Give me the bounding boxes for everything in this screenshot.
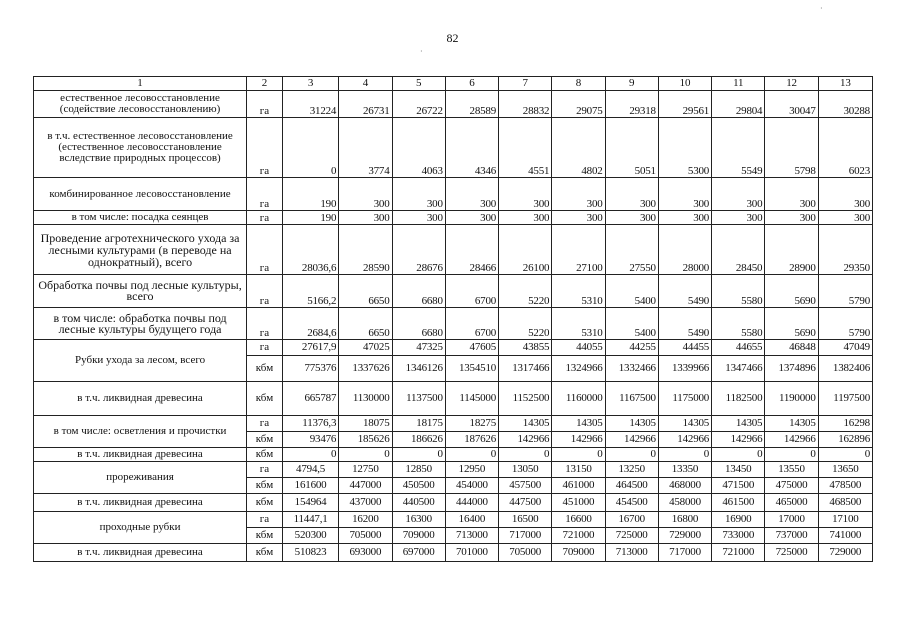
row-name: в том числе: посадка сеянцев (34, 211, 247, 225)
column-number: 13 (818, 77, 872, 91)
cell-value: 520300 (282, 528, 338, 544)
cell-value: 461000 (552, 478, 605, 494)
row-name: прореживания (34, 462, 247, 494)
row-unit: га (247, 225, 283, 275)
cell-value: 0 (282, 448, 338, 462)
row-unit: кбм (247, 382, 283, 416)
cell-value: 1346126 (392, 356, 445, 382)
cell-value: 5400 (605, 308, 658, 340)
cell-value: 454500 (605, 494, 658, 512)
cell-value: 693000 (339, 544, 392, 562)
cell-value: 13050 (499, 462, 552, 478)
cell-value: 0 (445, 448, 498, 462)
table-row (34, 416, 873, 432)
table-row (34, 462, 873, 478)
row-name: в том числе: обработка почвы под лесные культуры будущего года (34, 308, 247, 340)
cell-value: 6700 (445, 308, 498, 340)
cell-value: 142966 (552, 432, 605, 448)
cell-value: 28900 (765, 225, 818, 275)
cell-value: 300 (712, 211, 765, 225)
cell-value: 300 (658, 211, 711, 225)
row-unit: га (247, 178, 283, 211)
row-unit: га (247, 275, 283, 308)
cell-value: 665787 (282, 382, 338, 416)
cell-value: 300 (712, 178, 765, 211)
cell-value: 13550 (765, 462, 818, 478)
cell-value: 190 (282, 211, 338, 225)
cell-value: 13250 (605, 462, 658, 478)
cell-value: 1324966 (552, 356, 605, 382)
row-unit: га (247, 462, 283, 478)
cell-value: 450500 (392, 478, 445, 494)
cell-value: 444000 (445, 494, 498, 512)
cell-value: 6650 (339, 308, 392, 340)
cell-value: 16800 (658, 512, 711, 528)
row-unit: га (247, 118, 283, 178)
cell-value: 437000 (339, 494, 392, 512)
cell-value: 5310 (552, 275, 605, 308)
column-number: 3 (282, 77, 338, 91)
cell-value: 28466 (445, 225, 498, 275)
cell-value: 16200 (339, 512, 392, 528)
cell-value: 13350 (658, 462, 711, 478)
cell-value: 733000 (712, 528, 765, 544)
cell-value: 709000 (552, 544, 605, 562)
cell-value: 705000 (339, 528, 392, 544)
cell-value: 11376,3 (282, 416, 338, 432)
row-name: в т.ч. ликвидная древесина (34, 544, 247, 562)
cell-value: 300 (765, 178, 818, 211)
column-number: 6 (445, 77, 498, 91)
cell-value: 6680 (392, 275, 445, 308)
row-unit: кбм (247, 528, 283, 544)
table-row (34, 91, 873, 118)
cell-value: 12750 (339, 462, 392, 478)
cell-value: 709000 (392, 528, 445, 544)
cell-value: 1382406 (818, 356, 872, 382)
cell-value: 1182500 (712, 382, 765, 416)
cell-value: 28590 (339, 225, 392, 275)
cell-value: 1152500 (499, 382, 552, 416)
scan-mark: · (820, 4, 823, 13)
cell-value: 28000 (658, 225, 711, 275)
cell-value: 3774 (339, 118, 392, 178)
table-row (34, 308, 873, 340)
cell-value: 16700 (605, 512, 658, 528)
row-unit: га (247, 91, 283, 118)
row-name: в т.ч. естественное лесовосстановление (естественное лесовосстановление вследствие природных процессов) (34, 118, 247, 178)
cell-value: 6650 (339, 275, 392, 308)
cell-value: 717000 (658, 544, 711, 562)
cell-value: 713000 (445, 528, 498, 544)
cell-value: 2684,6 (282, 308, 338, 340)
cell-value: 725000 (765, 544, 818, 562)
cell-value: 6023 (818, 118, 872, 178)
cell-value: 47049 (818, 340, 872, 356)
cell-value: 5798 (765, 118, 818, 178)
cell-value: 300 (392, 178, 445, 211)
cell-value: 300 (392, 211, 445, 225)
cell-value: 447000 (339, 478, 392, 494)
cell-value: 6700 (445, 275, 498, 308)
cell-value: 14305 (552, 416, 605, 432)
cell-value: 16300 (392, 512, 445, 528)
cell-value: 1160000 (552, 382, 605, 416)
cell-value: 1145000 (445, 382, 498, 416)
cell-value: 4346 (445, 118, 498, 178)
cell-value: 44455 (658, 340, 711, 356)
cell-value: 5690 (765, 275, 818, 308)
cell-value: 27100 (552, 225, 605, 275)
cell-value: 713000 (605, 544, 658, 562)
cell-value: 300 (339, 178, 392, 211)
cell-value: 5220 (499, 308, 552, 340)
cell-value: 142966 (499, 432, 552, 448)
cell-value: 18075 (339, 416, 392, 432)
cell-value: 29804 (712, 91, 765, 118)
row-unit: га (247, 211, 283, 225)
row-name: в том числе: осветления и прочистки (34, 416, 247, 448)
cell-value: 5490 (658, 275, 711, 308)
column-number: 12 (765, 77, 818, 91)
cell-value: 300 (605, 178, 658, 211)
cell-value: 705000 (499, 544, 552, 562)
cell-value: 154964 (282, 494, 338, 512)
cell-value: 300 (818, 178, 872, 211)
cell-value: 1167500 (605, 382, 658, 416)
table-row (34, 340, 873, 356)
table-row (34, 512, 873, 528)
cell-value: 12850 (392, 462, 445, 478)
cell-value: 300 (552, 178, 605, 211)
cell-value: 1339966 (658, 356, 711, 382)
table-row (34, 448, 873, 462)
cell-value: 27550 (605, 225, 658, 275)
cell-value: 162896 (818, 432, 872, 448)
cell-value: 721000 (552, 528, 605, 544)
cell-value: 1332466 (605, 356, 658, 382)
cell-value: 14305 (712, 416, 765, 432)
cell-value: 697000 (392, 544, 445, 562)
cell-value: 701000 (445, 544, 498, 562)
cell-value: 465000 (765, 494, 818, 512)
cell-value: 16298 (818, 416, 872, 432)
column-number: 4 (339, 77, 392, 91)
row-name: естественное лесовосстановление (содействие лесовосстановлению) (34, 91, 247, 118)
cell-value: 717000 (499, 528, 552, 544)
cell-value: 4802 (552, 118, 605, 178)
cell-value: 29561 (658, 91, 711, 118)
cell-value: 457500 (499, 478, 552, 494)
cell-value: 300 (552, 211, 605, 225)
row-name: в т.ч. ликвидная древесина (34, 494, 247, 512)
row-name: Обработка почвы под лесные культуры, всего (34, 275, 247, 308)
cell-value: 28589 (445, 91, 498, 118)
cell-value: 454000 (445, 478, 498, 494)
cell-value: 0 (392, 448, 445, 462)
cell-value: 27617,9 (282, 340, 338, 356)
cell-value: 5790 (818, 275, 872, 308)
cell-value: 16400 (445, 512, 498, 528)
cell-value: 187626 (445, 432, 498, 448)
row-unit: кбм (247, 448, 283, 462)
cell-value: 5790 (818, 308, 872, 340)
cell-value: 26100 (499, 225, 552, 275)
column-number: 9 (605, 77, 658, 91)
cell-value: 4551 (499, 118, 552, 178)
cell-value: 1137500 (392, 382, 445, 416)
cell-value: 0 (552, 448, 605, 462)
cell-value: 142966 (712, 432, 765, 448)
column-number: 8 (552, 77, 605, 91)
cell-value: 142966 (658, 432, 711, 448)
cell-value: 300 (605, 211, 658, 225)
cell-value: 468500 (818, 494, 872, 512)
row-unit: га (247, 340, 283, 356)
cell-value: 1354510 (445, 356, 498, 382)
cell-value: 28036,6 (282, 225, 338, 275)
cell-value: 44255 (605, 340, 658, 356)
cell-value: 26731 (339, 91, 392, 118)
cell-value: 468000 (658, 478, 711, 494)
table-row (34, 211, 873, 225)
cell-value: 142966 (765, 432, 818, 448)
row-unit: га (247, 308, 283, 340)
cell-value: 0 (605, 448, 658, 462)
cell-value: 17100 (818, 512, 872, 528)
cell-value: 93476 (282, 432, 338, 448)
cell-value: 1374896 (765, 356, 818, 382)
table-row (34, 382, 873, 416)
cell-value: 461500 (712, 494, 765, 512)
row-unit: кбм (247, 432, 283, 448)
cell-value: 5300 (658, 118, 711, 178)
cell-value: 300 (658, 178, 711, 211)
cell-value: 464500 (605, 478, 658, 494)
cell-value: 6680 (392, 308, 445, 340)
cell-value: 471500 (712, 478, 765, 494)
cell-value: 5580 (712, 308, 765, 340)
cell-value: 46848 (765, 340, 818, 356)
column-number: 11 (712, 77, 765, 91)
cell-value: 31224 (282, 91, 338, 118)
cell-value: 4794,5 (282, 462, 338, 478)
cell-value: 47325 (392, 340, 445, 356)
cell-value: 17000 (765, 512, 818, 528)
cell-value: 729000 (658, 528, 711, 544)
cell-value: 1130000 (339, 382, 392, 416)
row-unit: га (247, 512, 283, 528)
cell-value: 5220 (499, 275, 552, 308)
cell-value: 0 (765, 448, 818, 462)
cell-value: 142966 (605, 432, 658, 448)
cell-value: 1337626 (339, 356, 392, 382)
cell-value: 458000 (658, 494, 711, 512)
scan-mark: · (420, 47, 423, 56)
cell-value: 1190000 (765, 382, 818, 416)
cell-value: 16500 (499, 512, 552, 528)
row-name: комбинированное лесовосстановление (34, 178, 247, 211)
column-number: 2 (247, 77, 283, 91)
row-unit: кбм (247, 544, 283, 562)
cell-value: 0 (658, 448, 711, 462)
cell-value: 13450 (712, 462, 765, 478)
row-name: в т.ч. ликвидная древесина (34, 382, 247, 416)
cell-value: 775376 (282, 356, 338, 382)
cell-value: 14305 (658, 416, 711, 432)
cell-value: 13650 (818, 462, 872, 478)
cell-value: 29350 (818, 225, 872, 275)
cell-value: 447500 (499, 494, 552, 512)
row-name: Рубки ухода за лесом, всего (34, 340, 247, 382)
cell-value: 5166,2 (282, 275, 338, 308)
cell-value: 300 (445, 211, 498, 225)
cell-value: 43855 (499, 340, 552, 356)
cell-value: 14305 (765, 416, 818, 432)
cell-value: 29075 (552, 91, 605, 118)
cell-value: 300 (499, 178, 552, 211)
cell-value: 0 (818, 448, 872, 462)
cell-value: 11447,1 (282, 512, 338, 528)
cell-value: 5549 (712, 118, 765, 178)
cell-value: 190 (282, 178, 338, 211)
cell-value: 16900 (712, 512, 765, 528)
forest-works-table (33, 76, 873, 562)
cell-value: 0 (499, 448, 552, 462)
cell-value: 300 (499, 211, 552, 225)
row-unit: кбм (247, 356, 283, 382)
column-number: 5 (392, 77, 445, 91)
cell-value: 440500 (392, 494, 445, 512)
row-name: Проведение агротехнического ухода за лесными культурами (в переводе на однократный), всего (34, 225, 247, 275)
cell-value: 729000 (818, 544, 872, 562)
cell-value: 12950 (445, 462, 498, 478)
table-row (34, 225, 873, 275)
cell-value: 28450 (712, 225, 765, 275)
row-name: в т.ч. ликвидная древесина (34, 448, 247, 462)
column-number: 7 (499, 77, 552, 91)
cell-value: 451000 (552, 494, 605, 512)
cell-value: 185626 (339, 432, 392, 448)
cell-value: 1197500 (818, 382, 872, 416)
cell-value: 47025 (339, 340, 392, 356)
cell-value: 5690 (765, 308, 818, 340)
cell-value: 30288 (818, 91, 872, 118)
cell-value: 4063 (392, 118, 445, 178)
cell-value: 300 (339, 211, 392, 225)
cell-value: 186626 (392, 432, 445, 448)
cell-value: 44655 (712, 340, 765, 356)
cell-value: 14305 (605, 416, 658, 432)
cell-value: 5580 (712, 275, 765, 308)
column-number: 1 (34, 77, 247, 91)
cell-value: 478500 (818, 478, 872, 494)
cell-value: 725000 (605, 528, 658, 544)
cell-value: 510823 (282, 544, 338, 562)
row-name: проходные рубки (34, 512, 247, 544)
cell-value: 300 (765, 211, 818, 225)
cell-value: 30047 (765, 91, 818, 118)
cell-value: 1347466 (712, 356, 765, 382)
cell-value: 300 (818, 211, 872, 225)
cell-value: 5051 (605, 118, 658, 178)
cell-value: 28832 (499, 91, 552, 118)
cell-value: 0 (339, 448, 392, 462)
cell-value: 5400 (605, 275, 658, 308)
cell-value: 161600 (282, 478, 338, 494)
cell-value: 26722 (392, 91, 445, 118)
cell-value: 28676 (392, 225, 445, 275)
page-number: 82 (446, 31, 459, 45)
cell-value: 18175 (392, 416, 445, 432)
cell-value: 5310 (552, 308, 605, 340)
cell-value: 475000 (765, 478, 818, 494)
cell-value: 5490 (658, 308, 711, 340)
row-unit: кбм (247, 478, 283, 494)
table-row (34, 118, 873, 178)
cell-value: 0 (282, 118, 338, 178)
column-number: 10 (658, 77, 711, 91)
header-row (34, 77, 873, 91)
row-unit: кбм (247, 494, 283, 512)
cell-value: 737000 (765, 528, 818, 544)
cell-value: 1317466 (499, 356, 552, 382)
cell-value: 29318 (605, 91, 658, 118)
cell-value: 47605 (445, 340, 498, 356)
cell-value: 16600 (552, 512, 605, 528)
table-row (34, 275, 873, 308)
table-row (34, 494, 873, 512)
cell-value: 0 (712, 448, 765, 462)
table-row (34, 178, 873, 211)
cell-value: 14305 (499, 416, 552, 432)
cell-value: 1175000 (658, 382, 711, 416)
cell-value: 741000 (818, 528, 872, 544)
cell-value: 18275 (445, 416, 498, 432)
table-row (34, 544, 873, 562)
cell-value: 300 (445, 178, 498, 211)
cell-value: 13150 (552, 462, 605, 478)
row-unit: га (247, 416, 283, 432)
cell-value: 44055 (552, 340, 605, 356)
cell-value: 721000 (712, 544, 765, 562)
